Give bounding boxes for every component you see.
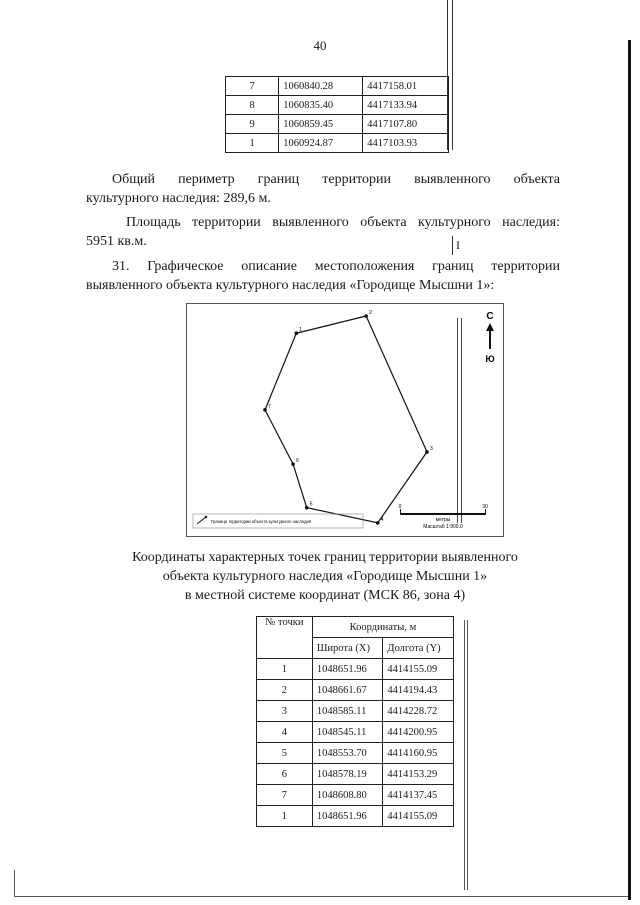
coord-y: 4417133.94	[363, 96, 449, 115]
table-row	[226, 134, 449, 153]
point-number: 6	[257, 764, 313, 785]
legend-symbol	[205, 516, 207, 518]
point-number: 4	[257, 722, 313, 743]
point-number: 9	[226, 115, 279, 134]
coord-x: 1060924.87	[279, 134, 363, 153]
coordinates-table-continuation	[225, 76, 449, 153]
coordinates-caption-line-2: объекта культурного наследия «Городище Мысшни 1»	[162, 569, 488, 584]
compass-north-label: С	[486, 311, 494, 322]
point-number: 7	[226, 77, 279, 96]
point-number: 3	[257, 701, 313, 722]
header-coordinates: Координаты, м	[312, 617, 453, 638]
coord-y: 4414153.29	[383, 764, 454, 785]
scan-edge-line	[467, 620, 468, 890]
header-point-number: № точки	[257, 617, 313, 659]
boundary-point	[305, 506, 309, 510]
area-line-2: 5951 кв.м.	[86, 234, 147, 249]
table-row	[257, 659, 454, 680]
scan-right-edge	[628, 40, 631, 900]
scan-bottom-edge	[14, 896, 628, 897]
coord-x: 1048608.80	[312, 785, 383, 806]
legend-text: Граница территории объекта культурного наследия	[211, 519, 312, 524]
section-heading-line-1: 31. Графическое описание местоположения границ территории	[112, 259, 560, 274]
table-row	[257, 806, 454, 827]
table-header-row	[257, 617, 454, 638]
point-number: 2	[257, 680, 313, 701]
legend-symbol	[197, 517, 206, 524]
boundary-map	[186, 303, 504, 537]
point-number: 5	[257, 743, 313, 764]
scan-edge-line	[452, 0, 453, 150]
scan-left-edge	[14, 870, 15, 896]
scale-ratio-label: Масштаб 1:900.0	[423, 524, 463, 530]
coord-y: 4414228.72	[383, 701, 454, 722]
coord-y: 4417103.93	[363, 134, 449, 153]
table-row	[226, 96, 449, 115]
table-row	[257, 701, 454, 722]
coord-y: 4414200.95	[383, 722, 454, 743]
area-line-1: Площадь территории выявленного объекта культурного наследия:	[126, 215, 560, 230]
perimeter-line-2: культурного наследия: 289,6 м.	[86, 191, 271, 206]
coord-x: 1048585.11	[312, 701, 383, 722]
scale-zero-label: 0	[398, 504, 402, 510]
coord-x: 1060840.28	[279, 77, 363, 96]
page-number: 40	[313, 38, 327, 53]
coord-y: 4417107.80	[363, 115, 449, 134]
header-longitude-y: Долгота (Y)	[383, 638, 454, 659]
coord-y: 4414155.09	[383, 659, 454, 680]
scan-edge-line	[464, 620, 465, 890]
margin-mark: I	[452, 236, 466, 255]
boundary-point	[364, 314, 368, 318]
table-row	[257, 764, 454, 785]
boundary-layer	[263, 310, 433, 525]
coord-x: 1048651.96	[312, 659, 383, 680]
coord-y: 4414194.43	[383, 680, 454, 701]
boundary-point-label: 7	[268, 403, 271, 410]
boundary-point	[376, 521, 380, 525]
section-heading-line-2: выявленного объекта культурного наследия «Городище Мысшни 1»:	[86, 278, 495, 293]
coord-x: 1048661.67	[312, 680, 383, 701]
coord-x: 1048545.11	[312, 722, 383, 743]
boundary-point	[291, 462, 295, 466]
coord-x: 1048578.19	[312, 764, 383, 785]
boundary-point-label: 2	[369, 310, 372, 316]
table-row	[226, 77, 449, 96]
table-row	[257, 680, 454, 701]
coord-y: 4417158.01	[363, 77, 449, 96]
boundary-point-label: 1	[299, 327, 303, 334]
scale-unit-label: метры	[435, 517, 451, 523]
boundary-point	[263, 408, 267, 412]
coord-y: 4414155.09	[383, 806, 454, 827]
boundary-point	[425, 450, 429, 454]
coord-y: 4414137.45	[383, 785, 454, 806]
header-latitude-x: Широта (X)	[312, 638, 383, 659]
point-number: 1	[257, 659, 313, 680]
table-row	[257, 785, 454, 806]
point-number: 8	[226, 96, 279, 115]
scale-bar	[400, 513, 486, 515]
boundary-point-label: 3	[430, 445, 433, 452]
coord-x: 1048553.70	[312, 743, 383, 764]
boundary-point-label: 4	[380, 516, 384, 523]
point-number: 1	[257, 806, 313, 827]
boundary-point	[295, 331, 299, 335]
coord-x: 1048651.96	[312, 806, 383, 827]
table-row	[226, 115, 449, 134]
boundary-point-label: 6	[296, 458, 299, 465]
coordinates-caption-line-1: Координаты характерных точек границ территории выявленного	[132, 550, 518, 565]
table-row	[257, 722, 454, 743]
perimeter-line-1: Общий периметр границ территории выявленного объекта	[112, 172, 560, 187]
scale-max-label: 30	[482, 504, 488, 510]
map-legend	[193, 514, 363, 528]
coordinates-caption-line-3: в местной системе координат (МСК 86, зона 4)	[184, 588, 466, 603]
point-number: 1	[226, 134, 279, 153]
table-row	[257, 743, 454, 764]
coord-x: 1060859.45	[279, 115, 363, 134]
coord-x: 1060835.40	[279, 96, 363, 115]
coord-y: 4414160.95	[383, 743, 454, 764]
coordinates-table	[256, 616, 454, 827]
compass-south-label: Ю	[485, 354, 495, 364]
boundary-point-label: 5	[309, 501, 313, 508]
point-number: 7	[257, 785, 313, 806]
north-arrow-shaft	[489, 331, 491, 349]
boundary-map-svg	[187, 304, 503, 536]
boundary-polygon	[265, 316, 427, 523]
north-arrow-icon	[486, 323, 494, 331]
